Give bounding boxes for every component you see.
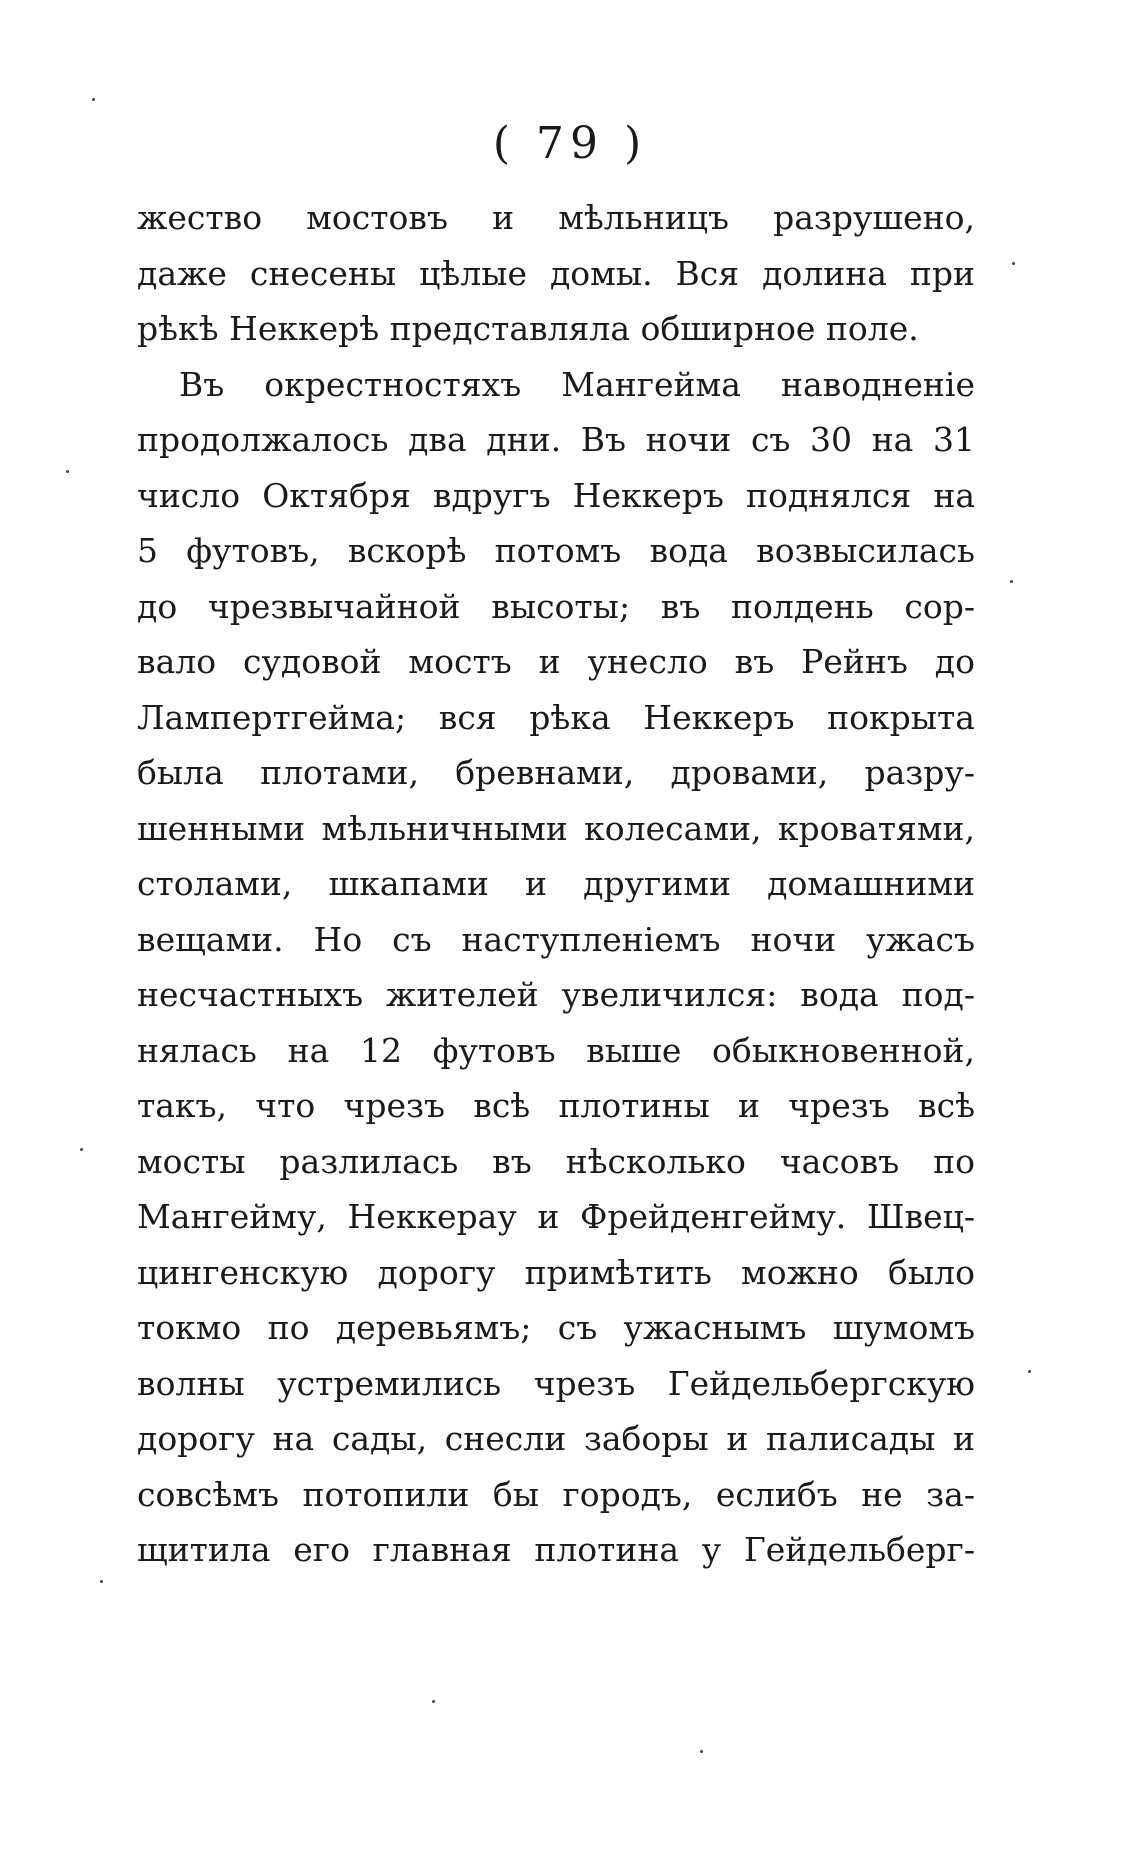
text-line: была плотами, бревнами, дровами, разру- [137, 753, 975, 792]
text-line: до чрезвычайной высоты; въ полдень сор- [137, 586, 975, 626]
print-speck [700, 1750, 703, 1753]
text-line: 5 футовъ, вскорѣ потомъ вода возвысилась [137, 531, 975, 570]
text-line: волны устремились чрезъ Гейдельбергскую [137, 1363, 975, 1403]
text-line: даже снесены цѣлые домы. Вся долина при [137, 253, 975, 293]
text-line: продолжалось два дни. Въ ночи съ 30 на 31 [137, 420, 975, 459]
text-line: столами, шкапами и другими домашними [137, 864, 975, 903]
body-text [137, 190, 975, 1578]
text-line: Лампертгейма; вся рѣка Неккеръ покрыта [137, 697, 975, 737]
text-line: рѣкѣ Неккерѣ представляла обширное поле. [137, 309, 919, 348]
text-line: вещами. Но съ наступленіемъ ночи ужасъ [137, 919, 975, 959]
print-speck [66, 470, 69, 473]
text-line: мосты разлилась въ нѣсколько часовъ по [137, 1141, 975, 1181]
text-line: Мангейму, Неккерау и Фрейденгейму. Швец- [137, 1197, 975, 1236]
print-speck [92, 98, 95, 101]
text-line: шенными мѣльничными колесами, кроватями, [137, 808, 975, 848]
print-speck [1012, 262, 1015, 265]
text-line: такъ, что чрезъ всѣ плотины и чрезъ всѣ [137, 1086, 975, 1125]
text-line: несчастныхъ жителей увеличился: вода под- [137, 975, 975, 1014]
text-line: нялась на 12 футовъ выше обыкновенной, [137, 1030, 975, 1070]
print-speck [80, 1148, 83, 1151]
print-speck [1028, 1370, 1031, 1373]
text-line: цингенскую дорогу примѣтить можно было [137, 1252, 975, 1292]
text-line: совсѣмъ потопили бы городъ, еслибъ не за- [137, 1474, 975, 1514]
text-line: дорогу на сады, снесли заборы и палисады и [137, 1419, 975, 1458]
print-speck [432, 1700, 435, 1703]
page-number: ( 79 ) [492, 118, 648, 169]
text-line: Въ окрестностяхъ Мангейма наводненіе [179, 364, 975, 404]
text-line: жество мостовъ и мѣльницъ разрушено, [137, 198, 975, 237]
text-line: токмо по деревьямъ; съ ужаснымъ шумомъ [137, 1308, 975, 1347]
text-line: число Октября вдругъ Неккеръ поднялся на [137, 475, 975, 515]
text-line: вало судовой мостъ и унесло въ Рейнъ до [137, 642, 975, 681]
print-speck [1010, 580, 1013, 583]
text-line: щитила его главная плотина у Гейдельберг- [137, 1530, 975, 1569]
print-speck [100, 1580, 103, 1583]
